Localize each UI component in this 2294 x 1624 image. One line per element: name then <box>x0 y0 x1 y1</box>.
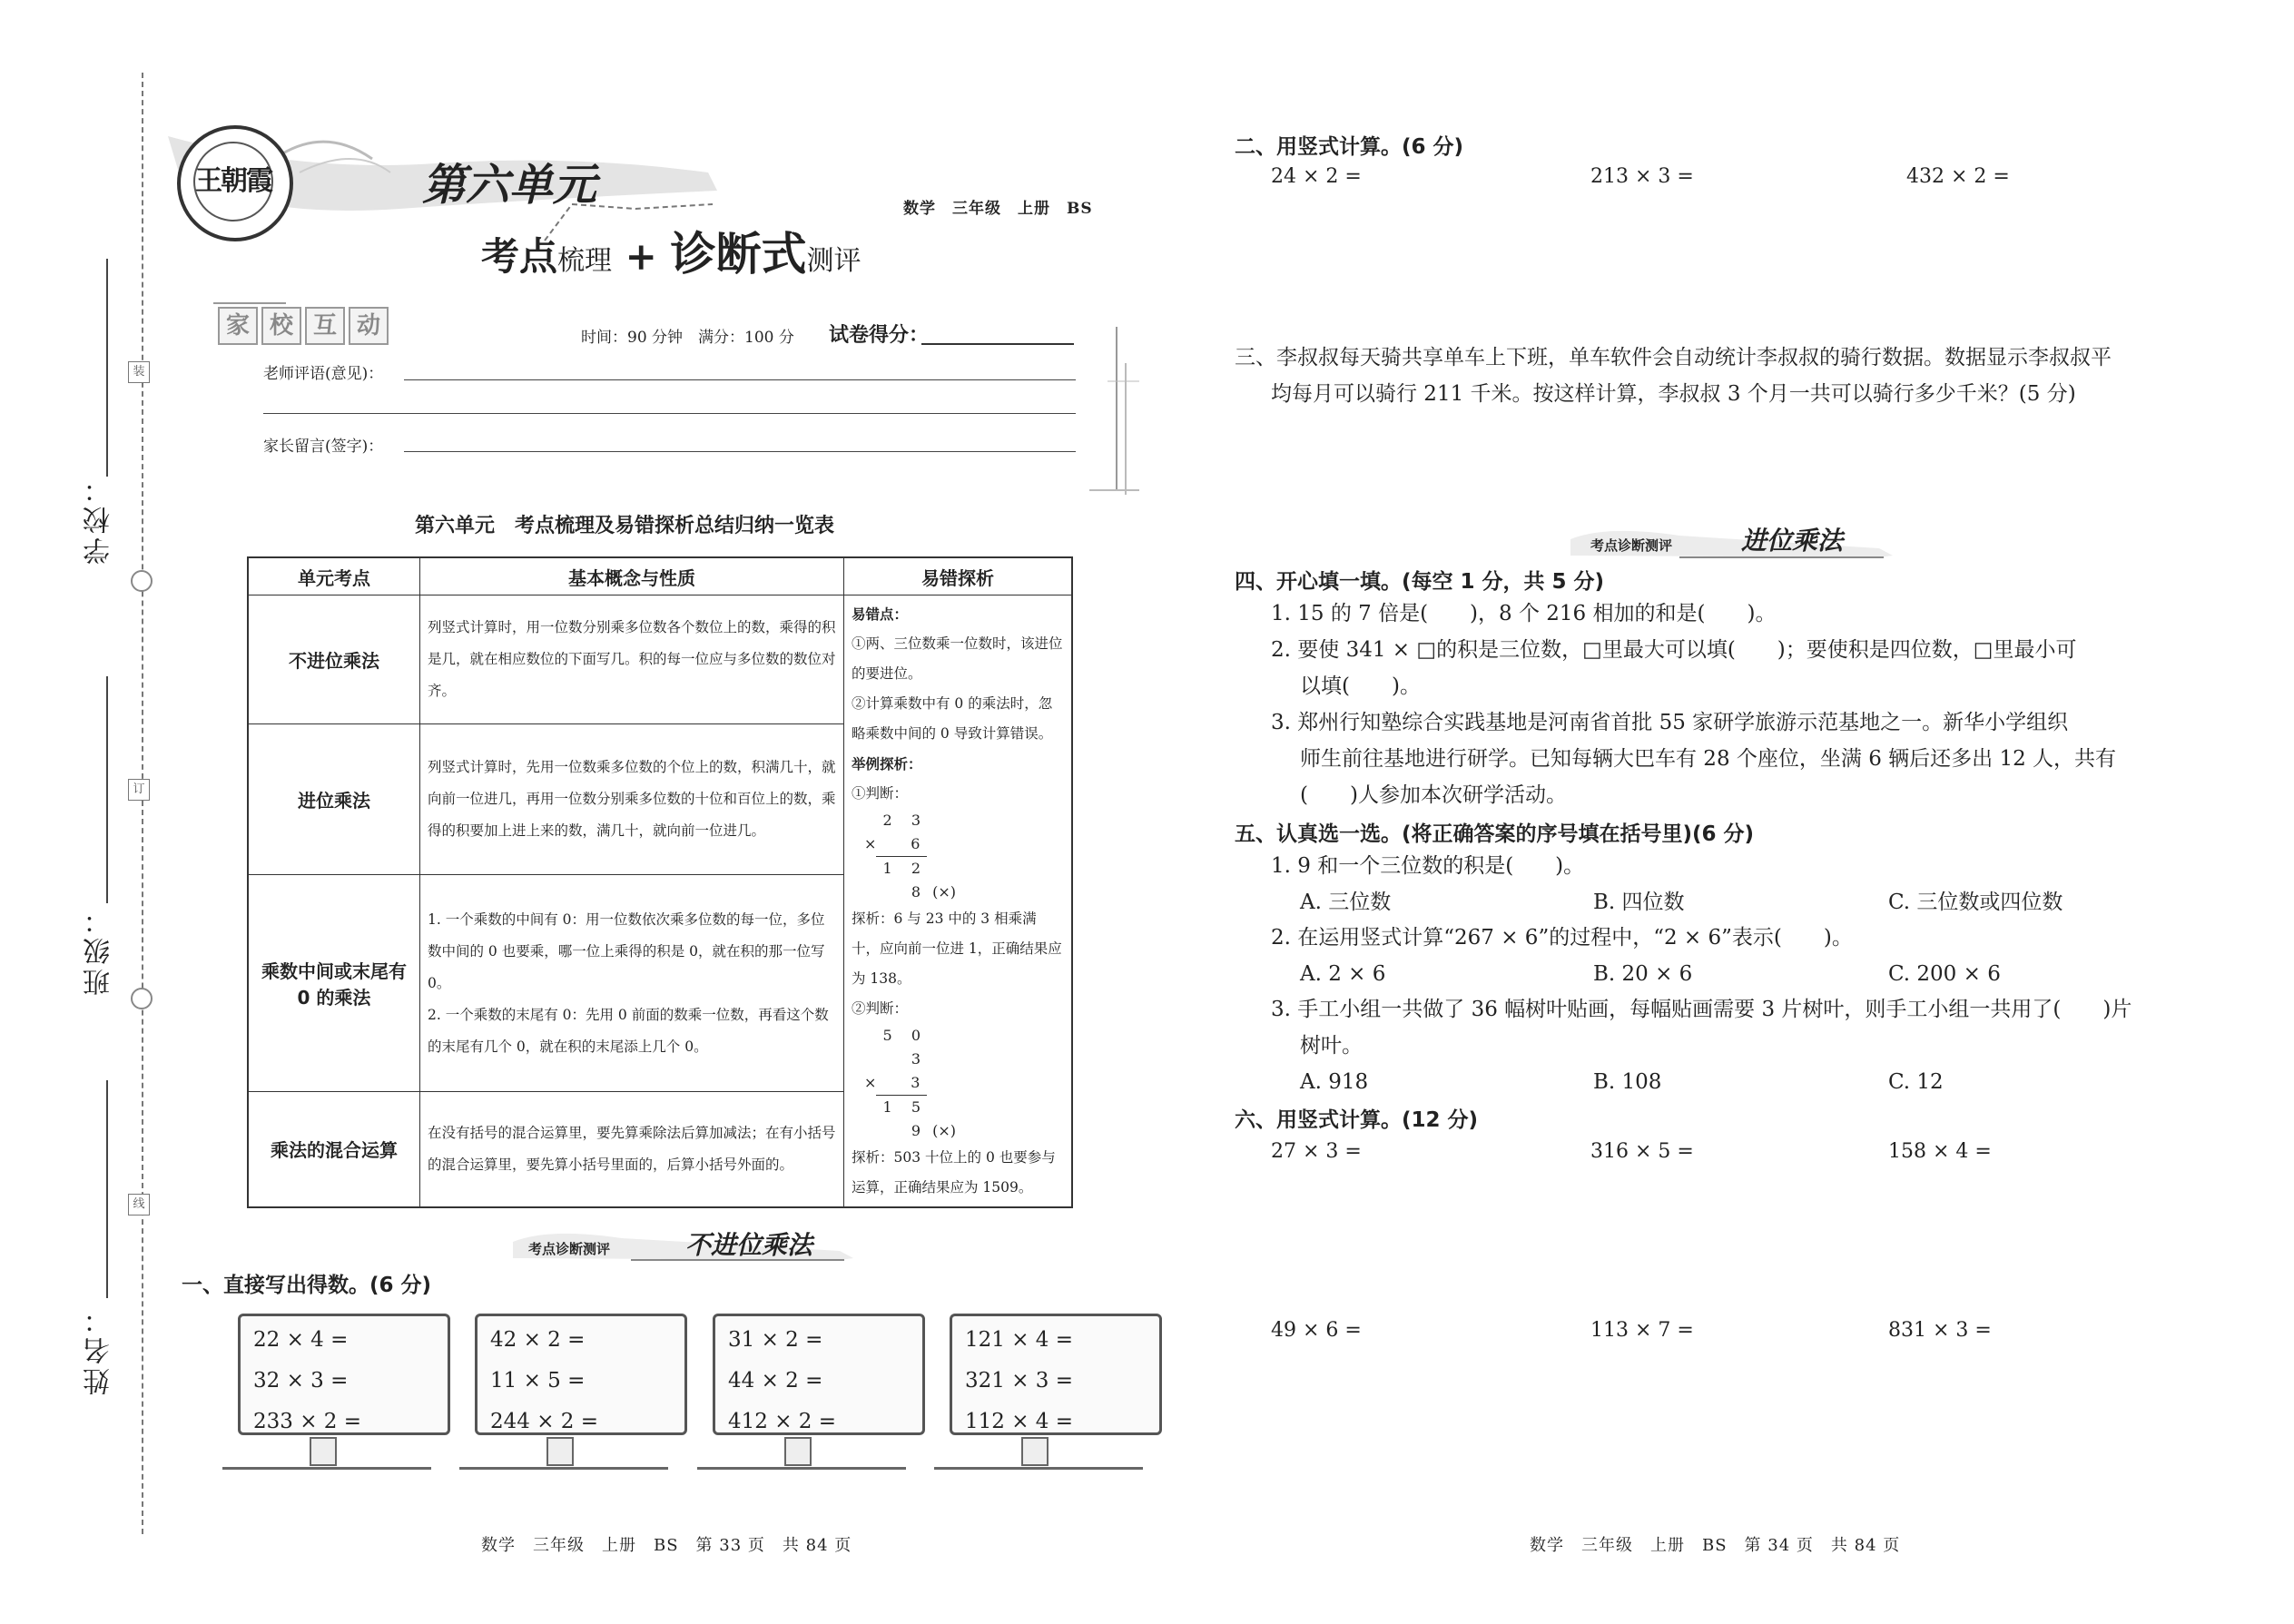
calc-problem: 113 × 7 = <box>1590 1319 1694 1342</box>
name-label: 姓名： <box>84 1303 115 1395</box>
arithmetic-item: 32 × 3 = <box>253 1369 349 1393</box>
binding-mark: 订 <box>128 779 150 801</box>
pitfall-text: ①两、三位数乘一位数时，该进位的要进位。 <box>852 635 1063 682</box>
arithmetic-item: 233 × 2 = <box>253 1410 362 1433</box>
option[interactable]: C. 200 × 6 <box>1888 962 2001 986</box>
page-footer-right: 数学 三年级 上册 BS 第 34 页 共 84 页 <box>1530 1536 1901 1555</box>
binding-dash-line <box>142 73 143 1534</box>
school-write-line[interactable] <box>106 259 108 477</box>
arithmetic-item: 11 × 5 = <box>490 1369 586 1393</box>
grass-decoration <box>222 1451 431 1470</box>
score-label: 试卷得分： <box>829 323 930 347</box>
multiply-sign: × <box>864 1074 877 1091</box>
badge-char: 动 <box>349 307 389 345</box>
banner-topic: 进位乘法 <box>1741 526 1844 556</box>
time-score-info: 时间：90 分钟 满分：100 分 <box>581 329 794 347</box>
school-label: 学校： <box>84 472 115 565</box>
option[interactable]: A. 2 × 6 <box>1300 962 1386 986</box>
option[interactable]: B. 四位数 <box>1593 891 1685 914</box>
banner-topic: 不进位乘法 <box>685 1230 813 1260</box>
option[interactable]: C. 三位数或四位数 <box>1888 891 2063 914</box>
table-cell-concept: 列竖式计算时，用一位数分别乘多位数各个数位上的数，乘得的积是几，就在相应数位的下面写几。积的每一位应与多位数的数位对齐。 <box>420 595 844 724</box>
vertical-calculation <box>864 809 1064 904</box>
page-subtitle <box>481 218 861 283</box>
section-title: 一、直接写出得数。(6 分) <box>182 1274 432 1297</box>
teacher-comment-line[interactable] <box>263 413 1076 414</box>
arithmetic-item: 412 × 2 = <box>728 1410 837 1433</box>
option[interactable]: A. 918 <box>1300 1070 1369 1094</box>
summary-table <box>247 556 1073 1208</box>
subtitle-plus: + <box>625 234 657 279</box>
arithmetic-board <box>238 1314 450 1435</box>
section-title: 六、用竖式计算。(12 分) <box>1235 1108 1479 1132</box>
calc-problem: 158 × 4 = <box>1888 1140 1992 1163</box>
table-cell-point: 乘数中间或末尾有 0 的乘法 <box>248 875 420 1092</box>
brand-logo-text: 王朝霞 <box>193 142 273 221</box>
subtitle-part: 考点 <box>481 234 558 279</box>
subtitle-part: 梳理 <box>557 245 613 277</box>
word-problem-line: 均每月可以骑行 211 千米。按这样计算，李叔叔 3 个月一共可以骑行多少千米？(5 分) <box>1271 382 2076 406</box>
calc-line: 6 <box>876 832 927 857</box>
class-label: 班级： <box>84 903 115 996</box>
teacher-comment-label: 老师评语(意见)： <box>263 365 384 383</box>
arithmetic-board <box>475 1314 687 1435</box>
example-heading: 举例探析： <box>852 755 922 773</box>
table-cell-pitfall <box>844 595 1073 1208</box>
name-write-line[interactable] <box>106 1080 108 1298</box>
brand-logo <box>177 125 293 241</box>
arithmetic-item: 244 × 2 = <box>490 1410 599 1433</box>
calc-problem: 24 × 2 = <box>1271 165 1362 188</box>
banner-small-label: 考点诊断测评 <box>528 1241 611 1257</box>
calc-problem: 831 × 3 = <box>1888 1319 1992 1342</box>
table-header-row <box>248 557 1072 595</box>
question-line: 以填( )。 <box>1300 674 1421 698</box>
arithmetic-board <box>713 1314 925 1435</box>
grass-decoration <box>459 1451 668 1470</box>
table-cell-point: 不进位乘法 <box>248 595 420 724</box>
grass-decoration <box>934 1451 1143 1470</box>
concept-item: 1. 一个乘数的中间有 0：用一位数依次乘多位数的每一位，多位数中间的 0 也要乘，哪一位上乘得的积是 0，就在积的那一位写 0。 <box>428 910 825 991</box>
subtitle-part: 测评 <box>806 245 861 277</box>
arithmetic-item: 31 × 2 = <box>728 1328 823 1352</box>
table-cell-concept: 列竖式计算时，先用一位数乘多位数的个位上的数，积满几十，就向前一位进几，再用一位数分别乘多位数的十位和百位上的数，乘得的积要加上进上来的数，满几十，就向前一位进几。 <box>420 723 844 875</box>
table-cell-point: 进位乘法 <box>248 723 420 875</box>
badge-char: 互 <box>305 307 345 345</box>
question-line: 1. 15 的 7 倍是( )，8 个 216 相加的和是( )。 <box>1271 602 1777 625</box>
calc-line: 2 3 <box>882 812 928 829</box>
arithmetic-item: 112 × 4 = <box>965 1410 1074 1433</box>
question-line: 3. 郑州行知塾综合实践基地是河南省首批 55 家研学旅游示范基地之一。新华小学组织 <box>1271 711 2069 734</box>
unit-title: 第六单元 <box>422 160 597 211</box>
calc-problem: 27 × 3 = <box>1271 1140 1362 1163</box>
vertical-calculation <box>864 1024 1064 1143</box>
teacher-comment-line[interactable] <box>404 379 1076 380</box>
section-title: 二、用竖式计算。(6 分) <box>1235 135 1464 159</box>
calc-line: 1 5 9 <box>882 1098 928 1139</box>
question-line: 3. 手工小组一共做了 36 幅树叶贴画，每幅贴画需要 3 片树叶，则手工小组一共用了( )片 <box>1271 998 2132 1021</box>
arithmetic-board <box>950 1314 1162 1435</box>
table-row <box>248 595 1072 724</box>
arithmetic-item: 42 × 2 = <box>490 1328 586 1352</box>
explanation-text: 探析：503 十位上的 0 也要参与运算，正确结果应为 1509。 <box>852 1149 1056 1196</box>
explanation-text: 探析：6 与 23 中的 3 相乘满十，应向前一位进 1，正确结果应为 138。 <box>852 910 1062 987</box>
badge-char: 校 <box>261 307 301 345</box>
grass-decoration <box>697 1451 906 1470</box>
calc-line: 5 0 3 <box>882 1027 928 1068</box>
question-line: 树叶。 <box>1300 1034 1363 1058</box>
wrong-mark: (×) <box>932 1122 956 1139</box>
pitfall-text: ②计算乘数中有 0 的乘法时，忽略乘数中间的 0 导致计算错误。 <box>852 695 1053 742</box>
table-cell-concept <box>420 875 844 1092</box>
option[interactable]: C. 12 <box>1888 1070 1944 1094</box>
question-line: 师生前往基地进行研学。已知每辆大巴车有 28 个座位，坐满 6 辆后还多出 12 人，共有 <box>1300 747 2117 771</box>
table-cell-point: 乘法的混合运算 <box>248 1091 420 1207</box>
subtitle-part: 诊断式 <box>670 227 807 281</box>
grade-tag: 数学 三年级 上册 BS <box>903 200 1093 218</box>
concept-item: 2. 一个乘数的末尾有 0：先用 0 前面的数乘一位数，再看这个数的末尾有几个 0，就在积的末尾添上几个 0。 <box>428 1006 829 1055</box>
page-footer-left: 数学 三年级 上册 BS 第 33 页 共 84 页 <box>481 1536 852 1555</box>
multiply-sign: × <box>864 835 877 852</box>
binding-hole <box>131 570 153 592</box>
section-title: 五、认真选一选。(将正确答案的序号填在括号里)(6 分) <box>1235 822 1755 846</box>
arithmetic-item: 44 × 2 = <box>728 1369 823 1393</box>
summary-table-title: 第六单元 考点梳理及易错探析总结归纳一览表 <box>415 514 835 537</box>
binding-hole <box>131 988 153 1009</box>
option[interactable]: A. 三位数 <box>1300 891 1392 914</box>
home-school-badge <box>218 307 445 350</box>
word-problem-line: 三、李叔叔每天骑共享单车上下班，单车软件会自动统计李叔叔的骑行数据。数据显示李叔叔平 <box>1235 346 2112 369</box>
badge-char: 家 <box>218 307 258 345</box>
option[interactable]: B. 108 <box>1593 1070 1662 1094</box>
section-title: 四、开心填一填。(每空 1 分，共 5 分) <box>1235 570 1605 594</box>
table-cell-concept: 在没有括号的混合运算里，要先算乘除法后算加减法；在有小括号的混合运算里，要先算小括号里面的，后算小括号外面的。 <box>420 1091 844 1207</box>
judge-label: ①判断： <box>852 785 909 802</box>
calc-problem: 316 × 5 = <box>1590 1140 1694 1163</box>
calc-problem: 213 × 3 = <box>1590 165 1694 188</box>
parent-comment-line[interactable] <box>404 451 1076 452</box>
pitfall-heading: 易错点： <box>852 605 909 623</box>
class-write-line[interactable] <box>106 676 108 903</box>
column-header: 基本概念与性质 <box>420 557 844 595</box>
binding-mark: 线 <box>128 1194 150 1216</box>
judge-label: ②判断： <box>852 1000 909 1017</box>
column-header: 易错探析 <box>844 557 1073 595</box>
calc-problem: 432 × 2 = <box>1906 165 2010 188</box>
question-line: 2. 在运用竖式计算“267 × 6”的过程中，“2 × 6”表示( )。 <box>1271 926 1853 950</box>
binding-mark: 装 <box>128 361 150 383</box>
option[interactable]: B. 20 × 6 <box>1593 962 1693 986</box>
calc-line: 1 2 8 <box>882 860 928 901</box>
column-header: 单元考点 <box>248 557 420 595</box>
calc-problem: 49 × 6 = <box>1271 1319 1362 1342</box>
banner-small-label: 考点诊断测评 <box>1590 537 1673 554</box>
question-line: 2. 要使 341 × □的积是三位数，□里最大可以填( )；要使积是四位数，□里最小可 <box>1271 638 2077 662</box>
question-line: ( )人参加本次研学活动。 <box>1300 783 1567 807</box>
question-line: 1. 9 和一个三位数的积是( )。 <box>1271 854 1585 878</box>
score-write-line[interactable] <box>921 343 1074 345</box>
arithmetic-item: 321 × 3 = <box>965 1369 1074 1393</box>
wrong-mark: (×) <box>932 883 956 901</box>
parent-comment-label: 家长留言(签字)： <box>263 438 384 456</box>
arithmetic-item: 121 × 4 = <box>965 1328 1074 1352</box>
calc-line: 3 <box>876 1071 927 1096</box>
arithmetic-item: 22 × 4 = <box>253 1328 349 1352</box>
